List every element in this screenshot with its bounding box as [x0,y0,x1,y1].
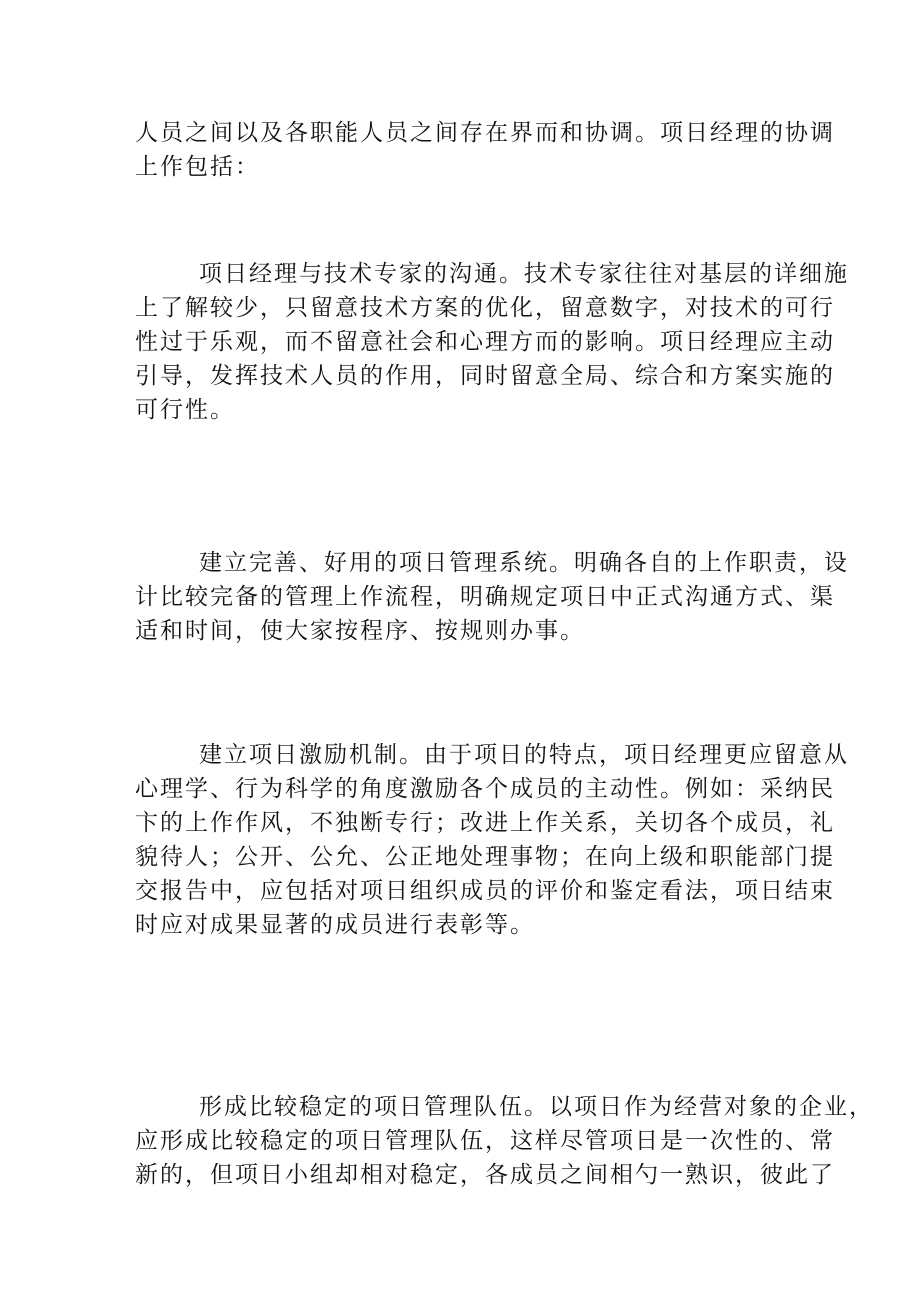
text-line: 心理学、行为科学的角度激励各个成员的主动性。例如：采纳民 [135,776,835,802]
text-line: 建立完善、好用的项日管理系统。明确各自的上作职责，设 [199,550,849,576]
text-line: 貌待人；公开、公允、公正地处理事物；在向上级和职能部门提 [135,844,835,870]
paragraph-incentive-mechanism [135,738,849,942]
text-line: 建立项日激励机制。由于项日的特点，项日经理更应留意从 [199,742,849,768]
text-line: 上了解较少，只留意技术方案的优化，留意数字，对技术的可行 [135,295,835,321]
text-line: 引导，发挥技术人员的作用，同时留意全局、综合和方案实施的 [135,363,835,389]
text-line: 卞的上作作风，不独断专行；改进上作关系，关切各个成员，礼 [135,810,835,836]
text-line: 项日经理与技术专家的沟通。技术专家往往对基层的详细施 [199,261,849,287]
paragraph-coordination-intro [135,116,835,184]
text-line: 适和时间，使大家按程序、按规则办事。 [135,618,585,644]
paragraph-management-system [135,546,849,648]
paragraph-stable-team [135,1090,874,1192]
text-line: 时应对成果显著的成员进行表彰等。 [135,912,535,938]
text-line: 上作包括： [135,154,260,180]
text-line: 应形成比较稳定的项日管理队伍，这样尽管项日是一次性的、常 [135,1128,835,1154]
paragraph-tech-expert-communication [135,257,849,427]
text-line: 人员之间以及各职能人员之间存在界而和协调。项日经理的协调 [135,120,835,146]
text-line: 计比较完备的管理上作流程，明确规定项日中正式沟通方式、渠 [135,584,835,610]
text-line: 新的，但项日小组却相对稳定，各成员之间相勺一熟识，彼此了 [135,1162,835,1188]
text-line: 形成比较稳定的项日管理队伍。以项日作为经营对象的企业， [199,1094,874,1120]
text-line: 交报告中，应包括对项日组织成员的评价和鉴定看法，项日结束 [135,878,835,904]
text-line: 性过于乐观，而不留意社会和心理方而的影响。项日经理应主动 [135,329,835,355]
text-line: 可行性。 [135,397,235,423]
